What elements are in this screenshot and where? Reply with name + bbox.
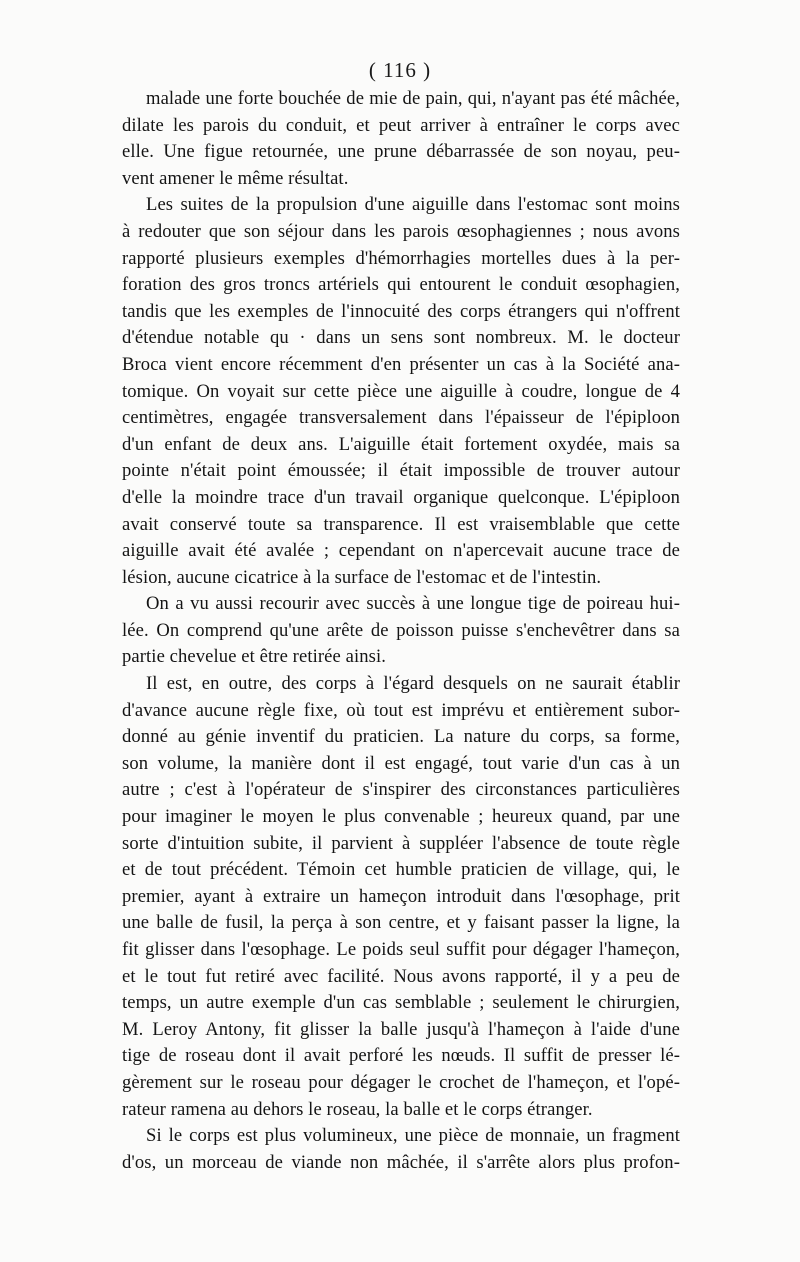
text-line: et le tout fut retiré avec facilité. Nous avons rapporté, il y a peu de — [122, 965, 680, 987]
text-line: elle. Une figue retournée, une prune débarrassée de son noyau, peu- — [122, 141, 680, 163]
paragraph — [122, 86, 680, 192]
text-line: pour imaginer le moyen le plus convenable ; heureux quand, par une — [122, 806, 680, 828]
text-line: avait conservé toute sa transparence. Il est vraisemblable que cette — [122, 513, 680, 535]
page-number: ( 116 ) — [368, 58, 432, 82]
text-line: dilate les parois du conduit, et peut arriver à entraîner le corps avec — [122, 114, 680, 136]
text-line: à redouter que son séjour dans les parois œsophagiennes ; nous avons — [122, 220, 680, 242]
text-line: centimètres, engagée transversalement dans l'épaisseur de l'épiploon — [122, 407, 680, 429]
text-line: son volume, la manière dont il est engagé, tout varie d'un cas à un — [122, 752, 680, 774]
body-text — [122, 86, 680, 1176]
text-line: M. Leroy Antony, fit glisser la balle jusqu'à l'hameçon à l'aide d'une — [122, 1018, 680, 1040]
text-line: aiguille avait été avalée ; cependant on n'apercevait aucune trace de — [122, 540, 680, 562]
text-line: lésion, aucune cicatrice à la surface de l'estomac et de l'intestin. — [122, 566, 602, 588]
text-line: Les suites de la propulsion d'une aiguille dans l'estomac sont moins — [146, 194, 680, 216]
text-line: tandis que les exemples de l'innocuité des corps étrangers qui n'offrent — [122, 300, 680, 322]
text-line: Si le corps est plus volumineux, une pièce de monnaie, un fragment — [146, 1125, 680, 1147]
text-line: autre ; c'est à l'opérateur de s'inspirer des circonstances particulières — [122, 779, 680, 801]
text-line: Il est, en outre, des corps à l'égard desquels on ne saurait établir — [146, 673, 680, 695]
paragraph — [122, 671, 680, 1123]
text-line: d'elle la moindre trace d'un travail organique quelconque. L'épiploon — [122, 486, 680, 508]
text-line: gèrement sur le roseau pour dégager le crochet de l'hameçon, et l'opé- — [122, 1071, 680, 1093]
text-line: et de tout précédent. Témoin cet humble praticien de village, qui, le — [122, 859, 680, 881]
paragraph — [122, 591, 680, 671]
text-line: malade une forte bouchée de mie de pain, qui, n'ayant pas été mâchée, — [146, 88, 680, 109]
text-line: On a vu aussi recourir avec succès à une longue tige de poireau hui- — [146, 593, 680, 615]
text-line: pointe n'était point émoussée; il était impossible de trouver autour — [122, 460, 680, 482]
text-line: tomique. On voyait sur cette pièce une aiguille à coudre, longue de 4 — [122, 380, 680, 402]
paragraph — [122, 1123, 680, 1176]
text-line: temps, un autre exemple d'un cas semblable ; seulement le chirurgien, — [122, 992, 680, 1014]
text-line: vent amener le même résultat. — [122, 167, 349, 189]
text-line: foration des gros troncs artériels qui entourent le conduit œsophagien, — [122, 274, 680, 296]
text-line: lée. On comprend qu'une arête de poisson puisse s'enchevêtrer dans sa — [122, 619, 680, 641]
text-line: d'un enfant de deux ans. L'aiguille était fortement oxydée, mais sa — [122, 433, 680, 455]
text-line: d'étendue notable qu · dans un sens sont nombreux. M. le docteur — [122, 327, 680, 349]
text-line: partie chevelue et être retirée ainsi. — [122, 646, 386, 668]
text-line: d'avance aucune règle fixe, où tout est imprévu et entièrement subor- — [122, 699, 680, 721]
text-line: une balle de fusil, la perça à son centre, et y faisant passer la ligne, la — [122, 912, 680, 934]
text-line: premier, ayant à extraire un hameçon introduit dans l'œsophage, prit — [122, 885, 680, 907]
text-line: donné au génie inventif du praticien. La nature du corps, sa forme, — [122, 726, 680, 748]
text-line: fit glisser dans l'œsophage. Le poids seul suffit pour dégager l'hameçon, — [122, 939, 680, 960]
text-line: sorte d'intuition subite, il parvient à suppléer l'absence de toute règle — [122, 832, 680, 854]
text-line: Broca vient encore récemment d'en présenter un cas à la Société ana- — [122, 353, 680, 375]
text-line: d'os, un morceau de viande non mâchée, il s'arrête alors plus profon- — [122, 1151, 680, 1173]
text-line: rateur ramena au dehors le roseau, la balle et le corps étranger. — [122, 1098, 593, 1120]
text-line: rapporté plusieurs exemples d'hémorrhagies mortelles dues à la per- — [122, 247, 680, 269]
paragraph — [122, 192, 680, 591]
text-line: tige de roseau dont il avait perforé les nœuds. Il suffit de presser lé- — [122, 1045, 680, 1067]
